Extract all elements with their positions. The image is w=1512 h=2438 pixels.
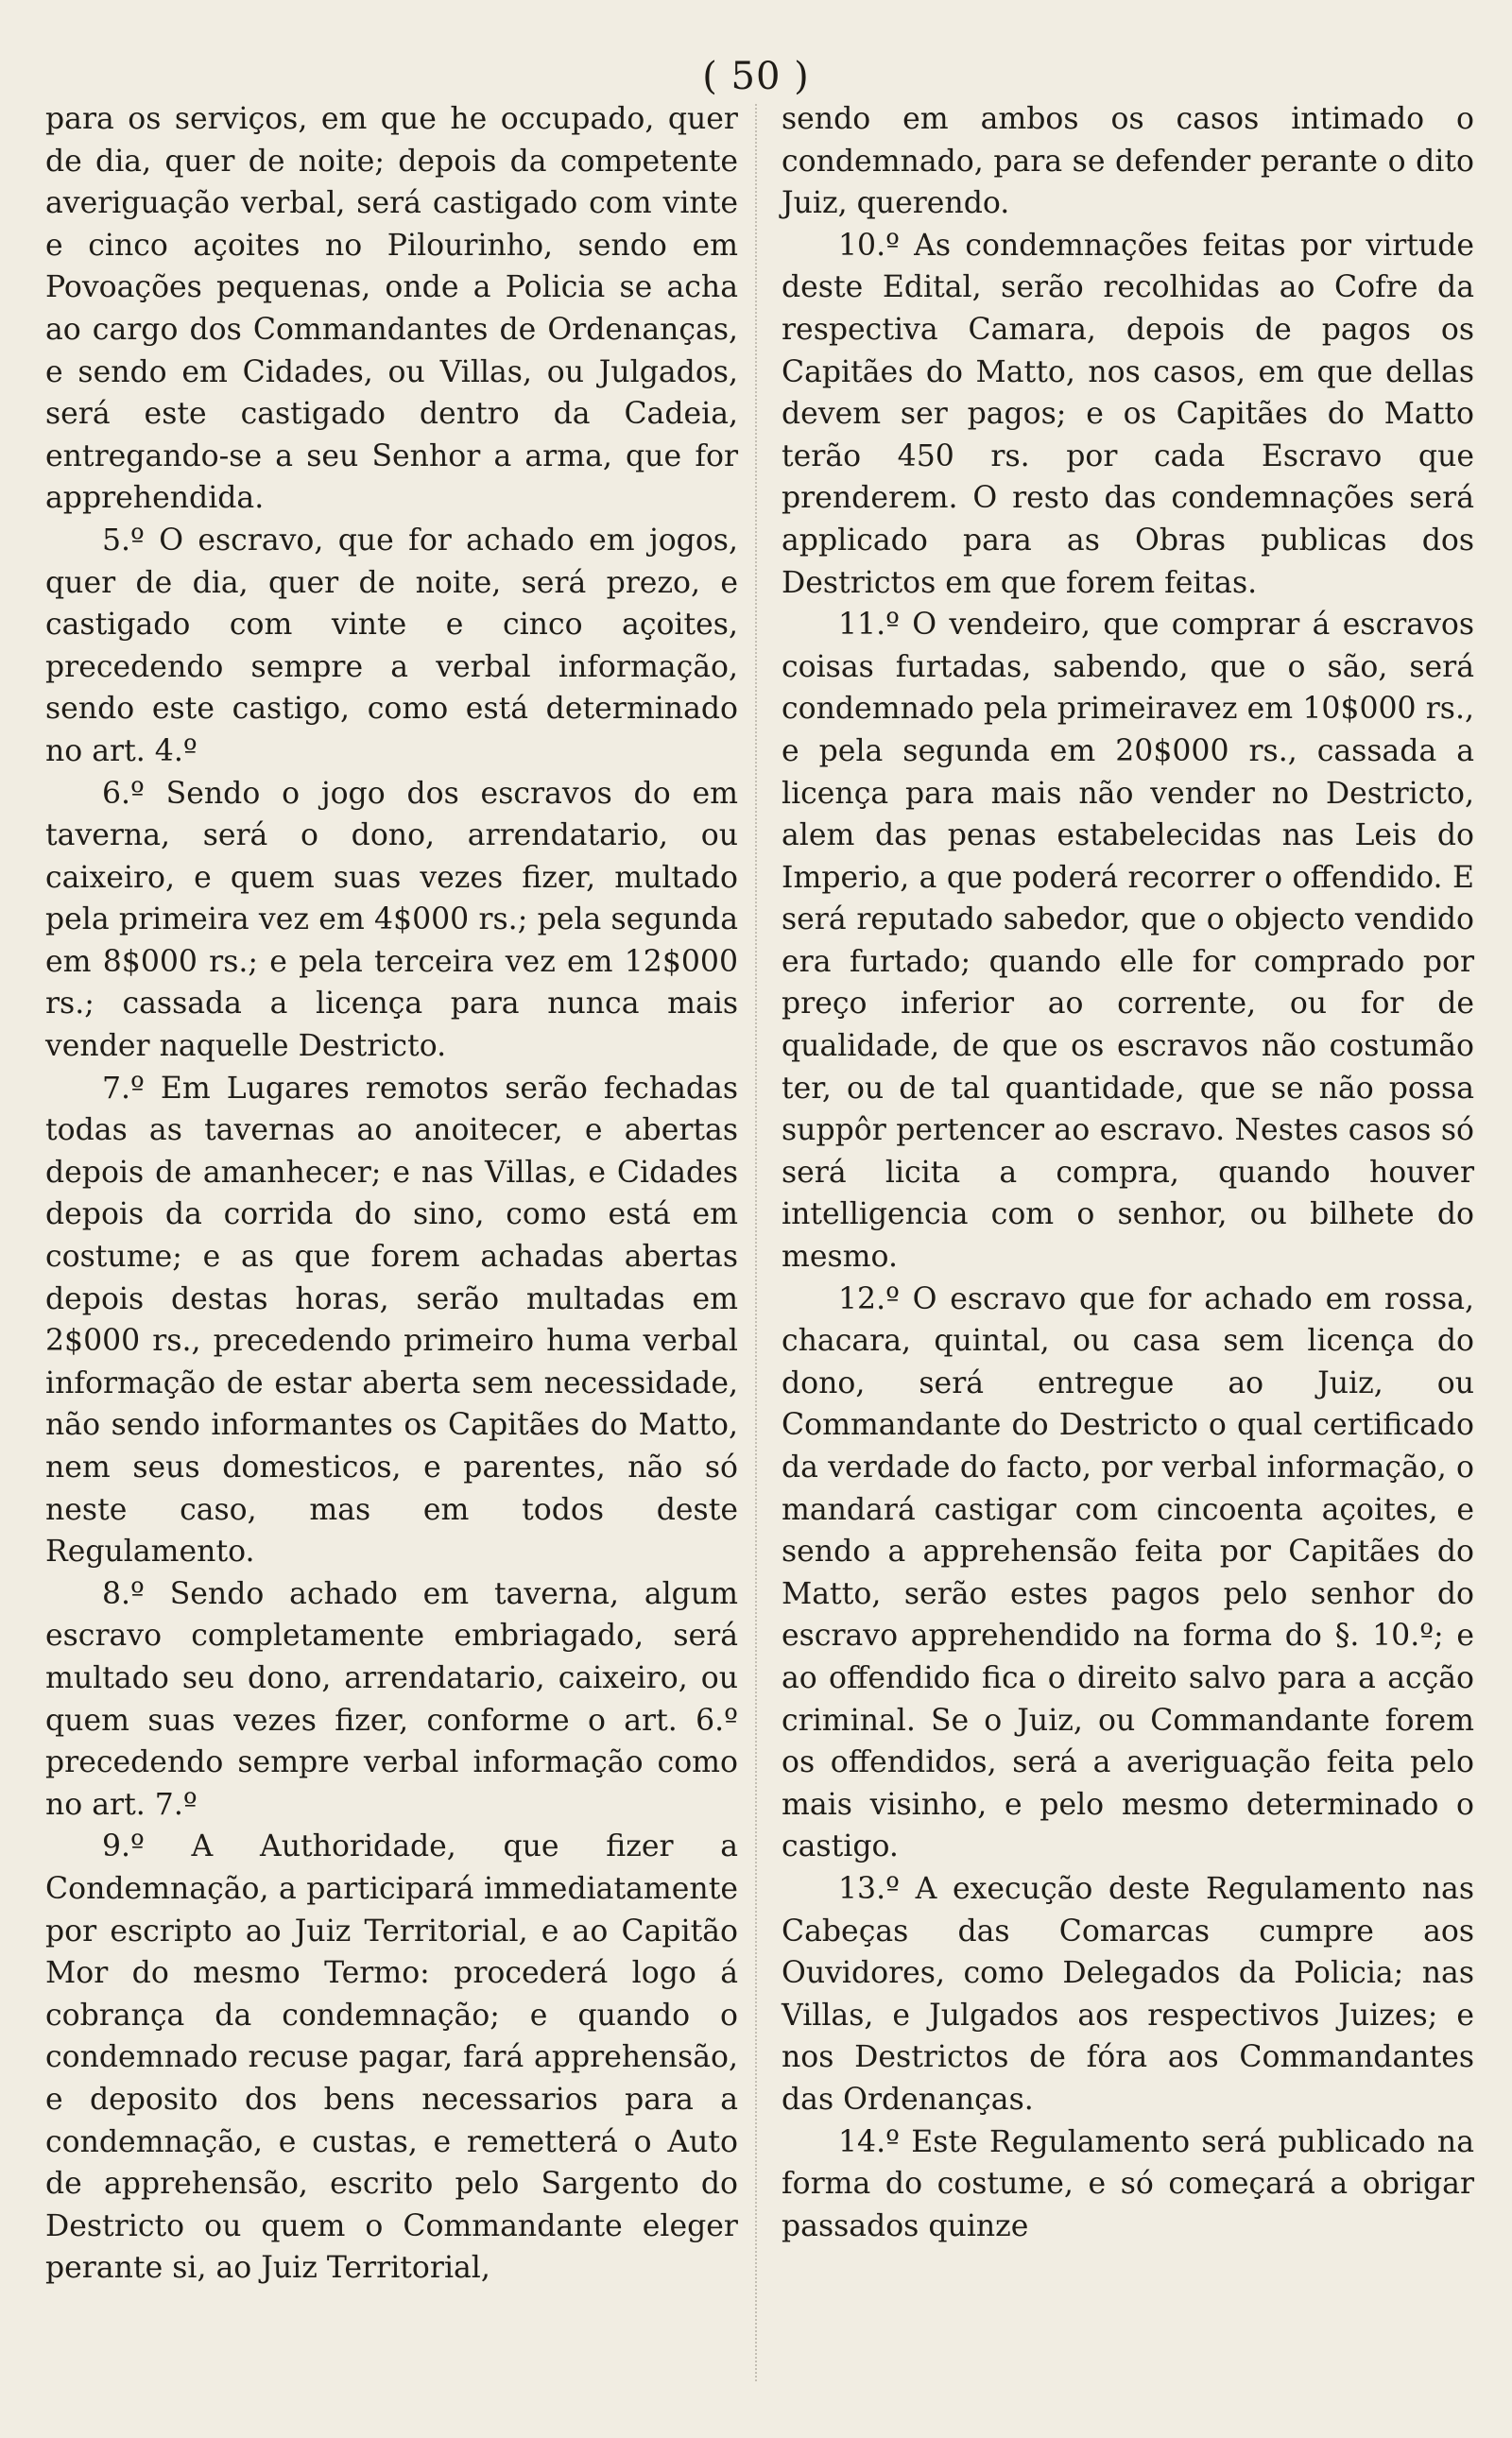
right-column bbox=[782, 98, 1474, 2290]
paragraph-article-9: 9.º A Authoridade, que fizer a Condemnação, a participará immediatamente por escripto ao Juiz Territorial, e ao Capitão Mor do mesmo Termo: procederá logo á cobrança da condemnação; e quando o condemnado recuse pagar, fará apprehensão, e deposito dos bens necessarios para a condemnação, e custas, e remetterá o Auto de apprehensão, escrito pelo Sargento do Destricto ou quem o Commandante eleger perante si, ao Juiz Territorial, bbox=[45, 1829, 738, 2286]
paragraph-article-10: 10.º As condemnações feitas por virtude deste Edital, serão recolhidas ao Cofre da respectiva Camara, depois de pagos os Capitães do Matto, nos casos, em que dellas devem ser pagos; e os Capitães do Matto terão 450 rs. por cada Escravo que prenderem. O resto das condemnações será applicado para as Obras publicas dos Destrictos em que forem feitas. bbox=[782, 228, 1474, 600]
column-divider bbox=[755, 104, 757, 2381]
paragraph-continuation: para os serviços, em que he occupado, quer de dia, quer de noite; depois da competente averiguação verbal, será castigado com vinte e cinco açoites no Pilourinho, sendo em Povoações pequenas, onde a Policia se acha ao cargo dos Commandantes de Ordenanças, e sendo em Cidades, ou Villas, ou Julgados, será este castigado dentro da Cadeia, entregando-se a seu Senhor a arma, que for apprehendida. bbox=[45, 102, 738, 516]
page-number: ( 50 ) bbox=[702, 55, 810, 98]
paragraph-article-8: 8.º Sendo achado em taverna, algum escravo completamente embriagado, será multado seu dono, arrendatario, caixeiro, ou quem suas vezes fizer, conforme o art. 6.º precedendo sempre verbal informação como no art. 7.º bbox=[45, 1576, 738, 1822]
paragraph-article-11: 11.º O vendeiro, que comprar á escravos coisas furtadas, sabendo, que o são, será condemnado pela primeiravez em 10$000 rs., e pela segunda em 20$000 rs., cassada a licença para mais não vender no Destricto, alem das penas estabelecidas nas Leis do Imperio, a que poderá recorrer o offendido. E será reputado sabedor, que o objecto vendido era furtado; quando elle for comprado por preço inferior ao corrente, ou for de qualidade, de que os escravos não costumão ter, ou de tal quantidade, que se não possa suppôr pertencer ao escravo. Nestes casos só será licita a compra, quando houver intelligencia com o senhor, ou bilhete do mesmo. bbox=[782, 608, 1474, 1275]
paragraph-article-12: 12.º O escravo que for achado em rossa, chacara, quintal, ou casa sem licença do dono, será entregue ao Juiz, ou Commandante do Destricto o qual certificado da verdade do facto, por verbal informação, o mandará castigar com cincoenta açoites, e sendo a apprehensão feita por Capitães do Matto, serão estes pagos pelo senhor do escravo apprehendido na forma do §. 10.º; e ao offendido fica o direito salvo para a acção criminal. Se o Juiz, ou Commandante forem os offendidos, será a averiguação feita pelo mais visinho, e pelo mesmo determinado o castigo. bbox=[782, 1281, 1474, 1864]
paragraph-article-7: 7.º Em Lugares remotos serão fechadas todas as tavernas ao anoitecer, e abertas depois de amanhecer; e nas Villas, e Cidades depois da corrida do sino, como está em costume; e as que forem achadas abertas depois destas horas, serão multadas em 2$000 rs., precedendo primeiro huma verbal informação de estar aberta sem necessidade, não sendo informantes os Capitães do Matto, nem seus domesticos, e parentes, não só neste caso, mas em todos deste Regulamento. bbox=[45, 1071, 738, 1570]
paragraph-article-14: 14.º Este Regulamento será publicado na forma do costume, e só começará a obrigar passados quinze bbox=[782, 2124, 1474, 2243]
paragraph-article-6: 6.º Sendo o jogo dos escravos do em taverna, será o dono, arrendatario, ou caixeiro, e quem suas vezes fizer, multado pela primeira vez em 4$000 rs.; pela segunda em 8$000 rs.; e pela terceira vez em 12$000 rs.; cassada a licença para nunca mais vender naquelle Destricto. bbox=[45, 776, 738, 1064]
left-column bbox=[45, 98, 738, 2290]
paragraph-continuation-right: sendo em ambos os casos intimado o condemnado, para se defender perante o dito Juiz, querendo. bbox=[782, 102, 1474, 221]
paragraph-article-13: 13.º A execução deste Regulamento nas Cabeças das Comarcas cumpre aos Ouvidores, como Delegados da Policia; nas Villas, e Julgados aos respectivos Juizes; e nos Destrictos de fóra aos Commandantes das Ordenanças. bbox=[782, 1871, 1474, 2117]
text-columns bbox=[45, 98, 1474, 2290]
paragraph-article-5: 5.º O escravo, que for achado em jogos, quer de dia, quer de noite, será prezo, e castigado com vinte e cinco açoites, precedendo sempre a verbal informação, sendo este castigo, como está determinado no art. 4.º bbox=[45, 523, 738, 768]
